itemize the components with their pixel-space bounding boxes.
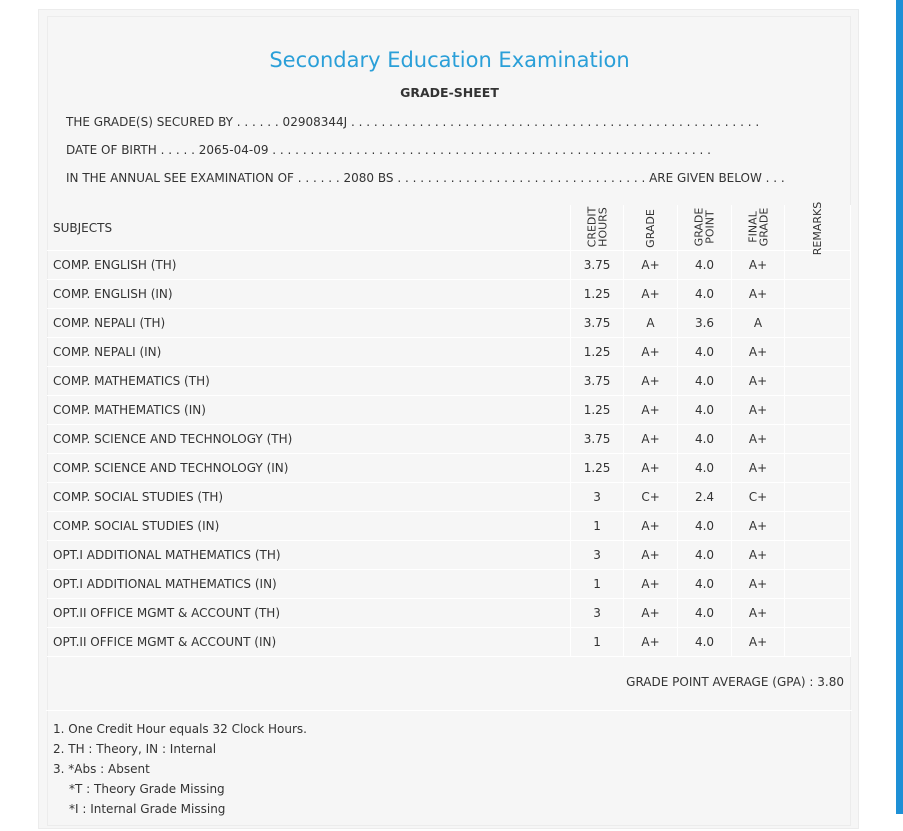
table-row	[47, 425, 851, 454]
credit-hours-cell: 3	[571, 541, 624, 570]
final-grade-cell: A+	[732, 512, 785, 541]
gpa-line: GRADE POINT AVERAGE (GPA) : 3.80	[626, 675, 844, 689]
subject-cell: COMP. SCIENCE AND TECHNOLOGY (TH)	[47, 425, 571, 454]
secured-by-line: THE GRADE(S) SECURED BY . . . . . . 02908344J . . . . . . . . . . . . . . . . . . . . . . . . . . . . . . . . . . . . . . . . . . . . . . . . . . . . . .	[66, 115, 760, 129]
grade-cell: A	[624, 309, 678, 338]
grade-point-cell: 4.0	[678, 570, 732, 599]
grade-cell: A+	[624, 454, 678, 483]
subject-cell: COMP. MATHEMATICS (IN)	[47, 396, 571, 425]
table-row	[47, 396, 851, 425]
table-row	[47, 280, 851, 309]
grade-cell: A+	[624, 599, 678, 628]
subject-cell: OPT.I ADDITIONAL MATHEMATICS (IN)	[47, 570, 571, 599]
grade-point-cell: 4.0	[678, 367, 732, 396]
grade-cell: A+	[624, 628, 678, 657]
credit-hours-cell: 1.25	[571, 396, 624, 425]
notes-section	[46, 710, 852, 831]
remarks-cell	[785, 425, 851, 454]
subject-cell: OPT.II OFFICE MGMT & ACCOUNT (TH)	[47, 599, 571, 628]
grade-point-cell: 4.0	[678, 251, 732, 280]
final-grade-cell: A+	[732, 338, 785, 367]
remarks-cell	[785, 628, 851, 657]
credit-hours-cell: 3	[571, 599, 624, 628]
subject-cell: OPT.II OFFICE MGMT & ACCOUNT (IN)	[47, 628, 571, 657]
subject-cell: COMP. SOCIAL STUDIES (IN)	[47, 512, 571, 541]
grade-point-cell: 4.0	[678, 599, 732, 628]
header-remarks: REMARKS	[785, 205, 851, 251]
credit-hours-cell: 3.75	[571, 367, 624, 396]
table-row	[47, 599, 851, 628]
grade-point-cell: 4.0	[678, 280, 732, 309]
remarks-cell	[785, 367, 851, 396]
grade-point-cell: 4.0	[678, 512, 732, 541]
subject-cell: COMP. ENGLISH (TH)	[47, 251, 571, 280]
credit-hours-cell: 3.75	[571, 251, 624, 280]
grade-point-cell: 4.0	[678, 541, 732, 570]
table-row	[47, 338, 851, 367]
final-grade-cell: A+	[732, 628, 785, 657]
final-grade-cell: A+	[732, 367, 785, 396]
date-of-birth-line: DATE OF BIRTH . . . . . 2065-04-09 . . . . . . . . . . . . . . . . . . . . . . . . . . . . . . . . . . . . . . . . . . . . . . . . . . . . . . . . . .	[66, 143, 711, 157]
header-grade-point: GRADE POINT	[678, 205, 732, 251]
grade-sheet-heading: GRADE-SHEET	[400, 85, 499, 100]
note-item: *I : Internal Grade Missing	[69, 802, 226, 816]
grade-point-cell: 4.0	[678, 628, 732, 657]
remarks-cell	[785, 280, 851, 309]
grade-cell: A+	[624, 396, 678, 425]
grade-point-cell: 4.0	[678, 454, 732, 483]
table-row	[47, 454, 851, 483]
table-row	[47, 367, 851, 396]
final-grade-cell: A+	[732, 454, 785, 483]
subject-cell: COMP. MATHEMATICS (TH)	[47, 367, 571, 396]
credit-hours-cell: 3.75	[571, 425, 624, 454]
grade-cell: A+	[624, 570, 678, 599]
final-grade-cell: C+	[732, 483, 785, 512]
note-item: 3. *Abs : Absent	[53, 762, 150, 776]
credit-hours-cell: 1	[571, 628, 624, 657]
right-accent-bar	[896, 0, 903, 814]
final-grade-cell: A+	[732, 599, 785, 628]
credit-hours-cell: 1	[571, 570, 624, 599]
header-final-grade: FINAL GRADE	[732, 205, 785, 251]
remarks-cell	[785, 454, 851, 483]
table-row	[47, 483, 851, 512]
final-grade-cell: A+	[732, 541, 785, 570]
header-subjects: SUBJECTS	[47, 205, 571, 251]
credit-hours-cell: 3	[571, 483, 624, 512]
final-grade-cell: A+	[732, 425, 785, 454]
remarks-cell	[785, 396, 851, 425]
final-grade-cell: A+	[732, 396, 785, 425]
grades-table	[47, 201, 851, 657]
grade-sheet	[38, 9, 859, 829]
final-grade-cell: A	[732, 309, 785, 338]
remarks-cell	[785, 338, 851, 367]
exam-line: IN THE ANNUAL SEE EXAMINATION OF . . . . . . 2080 BS . . . . . . . . . . . . . . . . . . . . . . . . . . . . . . . . . ARE GIVEN BELOW . . .	[66, 171, 785, 185]
grade-cell: A+	[624, 541, 678, 570]
grade-cell: A+	[624, 251, 678, 280]
grade-point-cell: 2.4	[678, 483, 732, 512]
remarks-cell	[785, 599, 851, 628]
remarks-cell	[785, 483, 851, 512]
remarks-cell	[785, 512, 851, 541]
subject-cell: COMP. ENGLISH (IN)	[47, 280, 571, 309]
final-grade-cell: A+	[732, 280, 785, 309]
grade-point-cell: 4.0	[678, 425, 732, 454]
credit-hours-cell: 1	[571, 512, 624, 541]
header-grade: GRADE	[624, 205, 678, 251]
subject-cell: COMP. SOCIAL STUDIES (TH)	[47, 483, 571, 512]
remarks-cell	[785, 570, 851, 599]
grade-cell: A+	[624, 425, 678, 454]
final-grade-cell: A+	[732, 251, 785, 280]
grade-point-cell: 4.0	[678, 396, 732, 425]
table-row	[47, 628, 851, 657]
subject-cell: COMP. NEPALI (TH)	[47, 309, 571, 338]
subject-cell: OPT.I ADDITIONAL MATHEMATICS (TH)	[47, 541, 571, 570]
credit-hours-cell: 1.25	[571, 280, 624, 309]
header-credit-hours: CREDIT HOURS	[571, 205, 624, 251]
credit-hours-cell: 3.75	[571, 309, 624, 338]
table-row	[47, 541, 851, 570]
table-row	[47, 251, 851, 280]
note-item: 2. TH : Theory, IN : Internal	[53, 742, 217, 756]
grade-point-cell: 4.0	[678, 338, 732, 367]
note-item: 1. One Credit Hour equals 32 Clock Hours.	[53, 722, 307, 736]
subject-cell: COMP. NEPALI (IN)	[47, 338, 571, 367]
grade-cell: C+	[624, 483, 678, 512]
grade-point-cell: 3.6	[678, 309, 732, 338]
grade-cell: A+	[624, 280, 678, 309]
final-grade-cell: A+	[732, 570, 785, 599]
credit-hours-cell: 1.25	[571, 454, 624, 483]
grade-cell: A+	[624, 338, 678, 367]
note-item: *T : Theory Grade Missing	[69, 782, 225, 796]
credit-hours-cell: 1.25	[571, 338, 624, 367]
table-row	[47, 512, 851, 541]
grade-cell: A+	[624, 367, 678, 396]
subject-cell: COMP. SCIENCE AND TECHNOLOGY (IN)	[47, 454, 571, 483]
remarks-cell	[785, 309, 851, 338]
table-row	[47, 570, 851, 599]
remarks-cell	[785, 541, 851, 570]
grade-cell: A+	[624, 512, 678, 541]
table-row	[47, 309, 851, 338]
exam-title: Secondary Education Examination	[269, 48, 630, 72]
table-header-row	[47, 205, 851, 251]
